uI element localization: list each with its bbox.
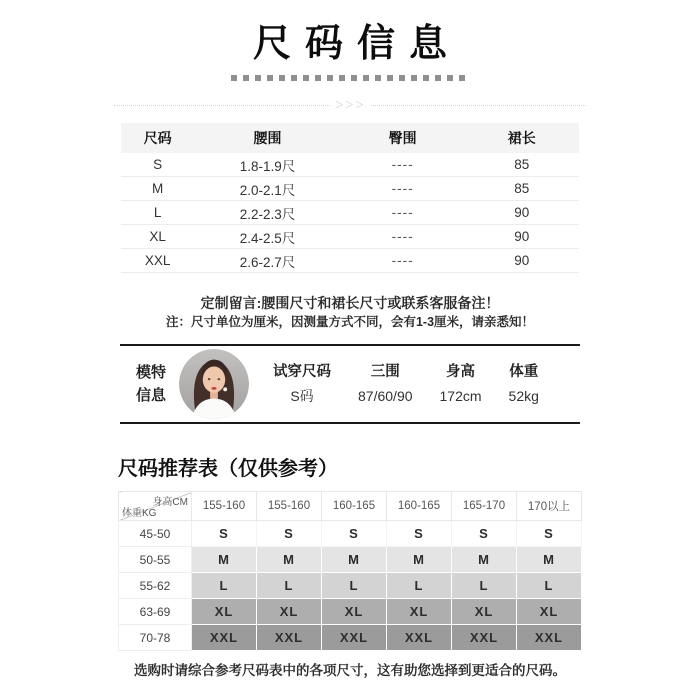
size-cell: S (322, 521, 387, 547)
stat-weight (509, 361, 539, 407)
stat-label: 试穿尺码 (273, 364, 332, 380)
cell-hip: ---- (341, 201, 465, 225)
corner-weight-label: 体重KG (122, 508, 157, 519)
table-row (119, 547, 582, 573)
size-cell: XL (387, 599, 452, 625)
table-row (121, 225, 579, 249)
cell-waist: 1.8-1.9尺 (194, 153, 341, 177)
size-cell: S (257, 521, 322, 547)
stat-value: S码 (290, 388, 314, 404)
page-title: 尺码信息 (252, 23, 461, 65)
size-cell: M (322, 547, 387, 573)
page-header (0, 0, 700, 81)
recommend-section (118, 456, 582, 651)
table-row (119, 625, 582, 651)
size-cell: XL (192, 599, 257, 625)
recommend-table (118, 491, 582, 651)
cell-size: S (121, 153, 194, 177)
model-stats (273, 361, 539, 407)
model-portrait-icon (179, 349, 249, 419)
col-header-size: 尺码 (121, 123, 194, 153)
stat-try-on-size (273, 361, 331, 407)
size-cell: M (257, 547, 322, 573)
cell-length: 90 (464, 225, 579, 249)
size-cell: M (387, 547, 452, 573)
chevron-right-icon: ＞＞＞ (330, 99, 370, 112)
stat-label: 身高 (446, 364, 476, 380)
table-row (121, 153, 579, 177)
cell-waist: 2.6-2.7尺 (194, 249, 341, 273)
footer-note: 选购时请综合参考尺码表中的各项尺寸，这有助您选择到更适合的尺码。 (134, 663, 566, 678)
col-header-length: 裙长 (464, 123, 579, 153)
table-row (119, 599, 582, 625)
cell-size: L (121, 201, 194, 225)
size-cell: XL (322, 599, 387, 625)
model-portrait-image (179, 349, 249, 419)
size-cell: XXL (452, 625, 517, 651)
weight-cell: 50-55 (119, 547, 192, 573)
cell-length: 90 (464, 249, 579, 273)
size-cell: M (517, 547, 582, 573)
size-cell: XL (452, 599, 517, 625)
size-table (121, 123, 579, 273)
stat-value: 172cm (439, 388, 482, 404)
size-cell: S (387, 521, 452, 547)
height-col-header: 165-170 (452, 492, 517, 521)
model-label-line1: 模特 (136, 364, 167, 381)
size-cell: S (192, 521, 257, 547)
size-cell: L (517, 573, 582, 599)
size-cell: S (452, 521, 517, 547)
cell-hip: ---- (341, 177, 465, 201)
recommend-title: 尺码推荐表（仅供参考） (118, 458, 338, 480)
stat-label: 三围 (370, 364, 400, 380)
note-line-1: 定制留言:腰围尺寸和裙长尺寸或联系客服备注！ (200, 295, 500, 311)
size-cell: XL (257, 599, 322, 625)
cell-size: XXL (121, 249, 194, 273)
size-cell: L (257, 573, 322, 599)
table-row (119, 521, 582, 547)
table-row (121, 201, 579, 225)
size-cell: XXL (387, 625, 452, 651)
custom-notes (0, 293, 700, 332)
weight-cell: 63-69 (119, 599, 192, 625)
size-cell: XXL (322, 625, 387, 651)
cell-hip: ---- (341, 153, 465, 177)
col-header-waist: 腰围 (194, 123, 341, 153)
stat-label: 体重 (509, 364, 539, 380)
stat-value: 52kg (508, 388, 539, 404)
cell-hip: ---- (341, 249, 465, 273)
size-cell: L (387, 573, 452, 599)
height-col-header: 170以上 (517, 492, 582, 521)
corner-header-cell (119, 492, 192, 521)
cell-hip: ---- (341, 225, 465, 249)
size-cell: M (452, 547, 517, 573)
weight-cell: 45-50 (119, 521, 192, 547)
stat-value: 87/60/90 (358, 388, 413, 404)
size-cell: XL (517, 599, 582, 625)
table-row (121, 177, 579, 201)
cell-waist: 2.4-2.5尺 (194, 225, 341, 249)
height-col-header: 160-165 (387, 492, 452, 521)
height-col-header: 155-160 (257, 492, 322, 521)
col-header-hip: 臀围 (341, 123, 465, 153)
title-dotted-underline (231, 75, 469, 81)
weight-cell: 55-62 (119, 573, 192, 599)
cell-waist: 2.0-2.1尺 (194, 177, 341, 201)
recommend-header-row (119, 492, 582, 521)
model-label-line2: 信息 (136, 387, 167, 404)
size-table-header-row (121, 123, 579, 153)
table-row (119, 573, 582, 599)
cell-length: 85 (464, 177, 579, 201)
size-cell: L (452, 573, 517, 599)
table-row (121, 249, 579, 273)
size-cell: XXL (517, 625, 582, 651)
section-divider (114, 100, 586, 110)
stat-height (440, 361, 482, 407)
size-cell: XXL (257, 625, 322, 651)
model-info-band (120, 344, 580, 424)
cell-length: 85 (464, 153, 579, 177)
stat-measurements (358, 361, 413, 407)
height-col-header: 160-165 (322, 492, 387, 521)
height-col-header: 155-160 (192, 492, 257, 521)
size-cell: S (517, 521, 582, 547)
size-cell: M (192, 547, 257, 573)
weight-cell: 70-78 (119, 625, 192, 651)
cell-length: 90 (464, 201, 579, 225)
cell-size: M (121, 177, 194, 201)
size-cell: L (322, 573, 387, 599)
cell-size: XL (121, 225, 194, 249)
note-line-2: 注：尺寸单位为厘米，因测量方式不同，会有1-3厘米，请亲悉知！ (165, 315, 535, 329)
model-info-label (136, 361, 166, 407)
corner-height-label: 身高CM (152, 497, 188, 508)
cell-waist: 2.2-2.3尺 (194, 201, 341, 225)
size-cell: XXL (192, 625, 257, 651)
size-cell: L (192, 573, 257, 599)
